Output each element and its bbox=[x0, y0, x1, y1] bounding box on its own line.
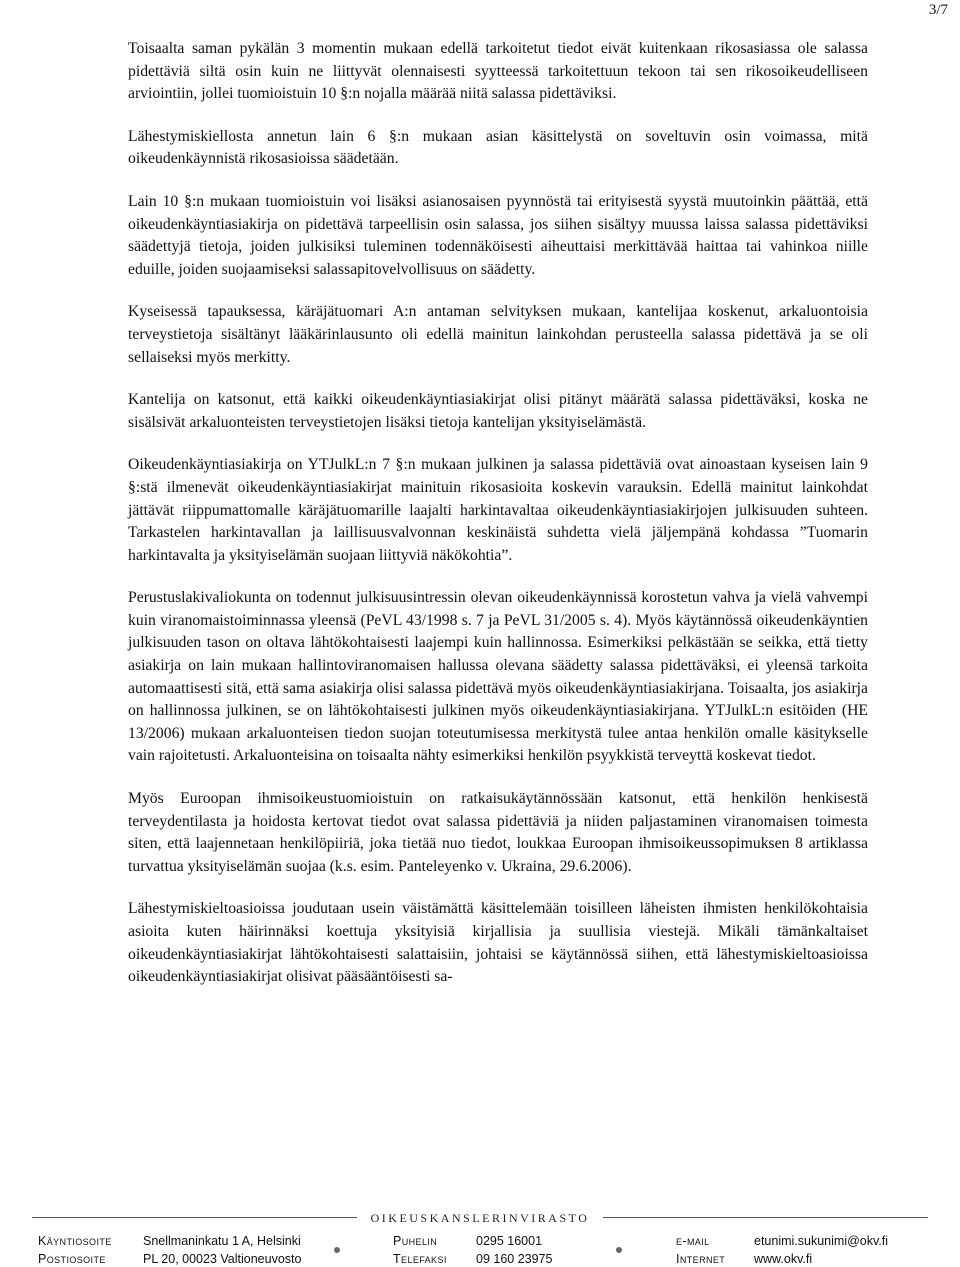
fax-number: 09 160 23975 bbox=[476, 1252, 553, 1266]
postal-address-label: Postiosoite bbox=[38, 1252, 106, 1266]
paragraph-5: Kantelija on katsonut, että kaikki oikeudenkäyntiasiakirjat olisi pitänyt määrätä salassa pidettäväksi, koska ne sisälsivät arkaluonteisten terveystietojen lisäksi tietoja kantelijan yksityiselämästä. bbox=[128, 391, 868, 431]
postal-address: PL 20, 00023 Valtioneuvosto bbox=[143, 1252, 302, 1266]
separator-dot-icon bbox=[334, 1247, 340, 1253]
phone-label: Puhelin bbox=[393, 1234, 438, 1248]
website-link[interactable]: www.okv.fi bbox=[754, 1252, 813, 1266]
paragraph-2: Lähestymiskiellosta annetun lain 6 §:n mukaan asian käsittelystä on soveltuvin osin voimassa, mitä oikeudenkäynnistä rikosasioissa säädetään. bbox=[128, 127, 868, 168]
separator-dot-icon bbox=[616, 1247, 622, 1253]
paragraph-3: Lain 10 §:n mukaan tuomioistuin voi lisäksi asianosaisen pyynnöstä tai erityisestä syystä muutoinkin päättää, että oikeudenkäyntiasiakirja on pidettävä tarpeellisin osin salassa, jos siihen sisältyy muussa laissa salassa pidettäviksi säädettyjä tietoja, joiden julkisiksi tuleminen todennäköisesti aiheuttaisi merkittävää haittaa tai vahinkoa niille eduille, joiden suojaamiseksi salassapitovelvollisuus on säädetty. bbox=[128, 192, 868, 278]
paragraph-7: Perustuslakivaliokunta on todennut julkisuusintressin olevan oikeudenkäynnissä korostetun vahva ja vielä vahvempi kuin viranomaistoiminnassa yleensä (PeVL 43/1998 s. 7 ja PeVL 31/2005 s. 4). Myös käytännössä oikeudenkäyntien julkisuuden tason on oltava lähtökohtaisesti laajempi kuin hallinnossa. Esimerkiksi pelkästään se seikka, että tietty asiakirja on lain mukaan hallintoviranomaisen hallussa olevana säädetty salassa pidettäväksi, ei yleensä tarkoita automaattisesti sitä, että sama asiakirja olisi salassa pidettävä myös oikeudenkäyntiasiakirjana. Toisaalta, jos asiakirja on hallinnossa julkinen, se on lähtökohtaisesti julkinen myös oikeudenkäyntiasiakirjana. YTJulkL:n esitöiden (HE 13/2006) mukaan arkaluonteisen tiedon suojan toteutumisessa merkitystä tulee antaa henkilön omalle käsitykselle vain rajoitetusti. Arkaluonteisina on toisaalta nähty esimerkiksi henkilön psyykkistä terveyttä koskevat tiedot. bbox=[128, 589, 868, 765]
paragraph-9: Lähestymiskieltoasioissa joudutaan usein väistämättä käsittelemään toisilleen läheisten ihmisten henkilökohtaisia asioita kuten häirinnäksi koettuja yksityisiä kirjallisia ja suullisia viestejä. Mikäli tämänkaltaiset oikeudenkäyntiasiakirjat lähtökohtaisesti salattaisiin, johtaisi se käytännössä siihen, että lähestymiskieltoasioissa oikeudenkäyntiasiakirjat olisivat pääsääntöisesti sa- bbox=[128, 900, 868, 986]
paragraph-4: Kyseisessä tapauksessa, käräjätuomari A:n antaman selvityksen mukaan, kantelijaa koskenut, arkaluontoisia terveystietoja sisältänyt lääkärinlausunto oli edellä mainitun lainkohdan perusteella salassa pidettävä ja se oli sellaiseksi myös merkitty. bbox=[128, 303, 868, 366]
phone-number: 0295 16001 bbox=[476, 1234, 543, 1248]
email-address[interactable]: etunimi.sukunimi@okv.fi bbox=[754, 1234, 889, 1248]
page-number: 3/7 bbox=[928, 2, 948, 18]
document-body bbox=[128, 38, 868, 1009]
paragraph-8: Myös Euroopan ihmisoikeustuomioistuin on ratkaisukäytännössään katsonut, että henkilön henkisestä terveydentilasta ja hoidosta kertovat tiedot ovat salassa pidettäviä ja niiden paljastaminen viranomaisen toimesta siten, että laajennetaan henkilöpiiriä, joka tietää nuo tiedot, loukkaa Euroopan ihmisoikeussopimuksen 8 artiklassa turvattua yksityiselämän suojaa (k.s. esim. Panteleyenko v. Ukraina, 29.6.2006). bbox=[128, 790, 868, 875]
email-label: e-mail bbox=[676, 1234, 710, 1248]
visiting-address-label: Käyntiosoite bbox=[38, 1234, 112, 1248]
visiting-address: Snellmaninkatu 1 A, Helsinki bbox=[143, 1234, 301, 1248]
fax-label: Telefaksi bbox=[393, 1252, 447, 1266]
agency-name: OIKEUSKANSLERINVIRASTO bbox=[0, 1209, 960, 1227]
paragraph-1: Toisaalta saman pykälän 3 momentin mukaan edellä tarkoitetut tiedot eivät kuitenkaan rikosasiassa ole salassa pidettäviä siltä osin kuin ne liittyvät olennaisesti syytteessä tarkoitettuun tekoon tai sen rikosoikeudelliseen arviointiin, jollei tuomioistuin 10 §:n nojalla määrää niitä salassa pidettäviksi. bbox=[128, 40, 868, 103]
internet-label: Internet bbox=[676, 1252, 726, 1266]
paragraph-6: Oikeudenkäyntiasiakirja on YTJulkL:n 7 §:n mukaan julkinen ja salassa pidettäviä ovat ainoastaan kyseisen lain 9 §:stä ilmenevät oikeudenkäyntiasiakirjat mainituin rikosasioita koskevin varauksin. Edellä mainitut lainkohdat jättävät riippumattomalle käräjätuomarille laajalti harkintavaltaa oikeudenkäyntiasiakirjojen julkisuuden suhteen. Tarkastelen harkintavallan ja laillisuusvalvonnan keskinäistä suhdetta vielä jäljempänä kohdassa ”Tuomarin harkintavalta ja yksityiselämän suojaan liittyviä näkökohtia”. bbox=[128, 456, 868, 564]
page-footer bbox=[0, 1203, 960, 1267]
